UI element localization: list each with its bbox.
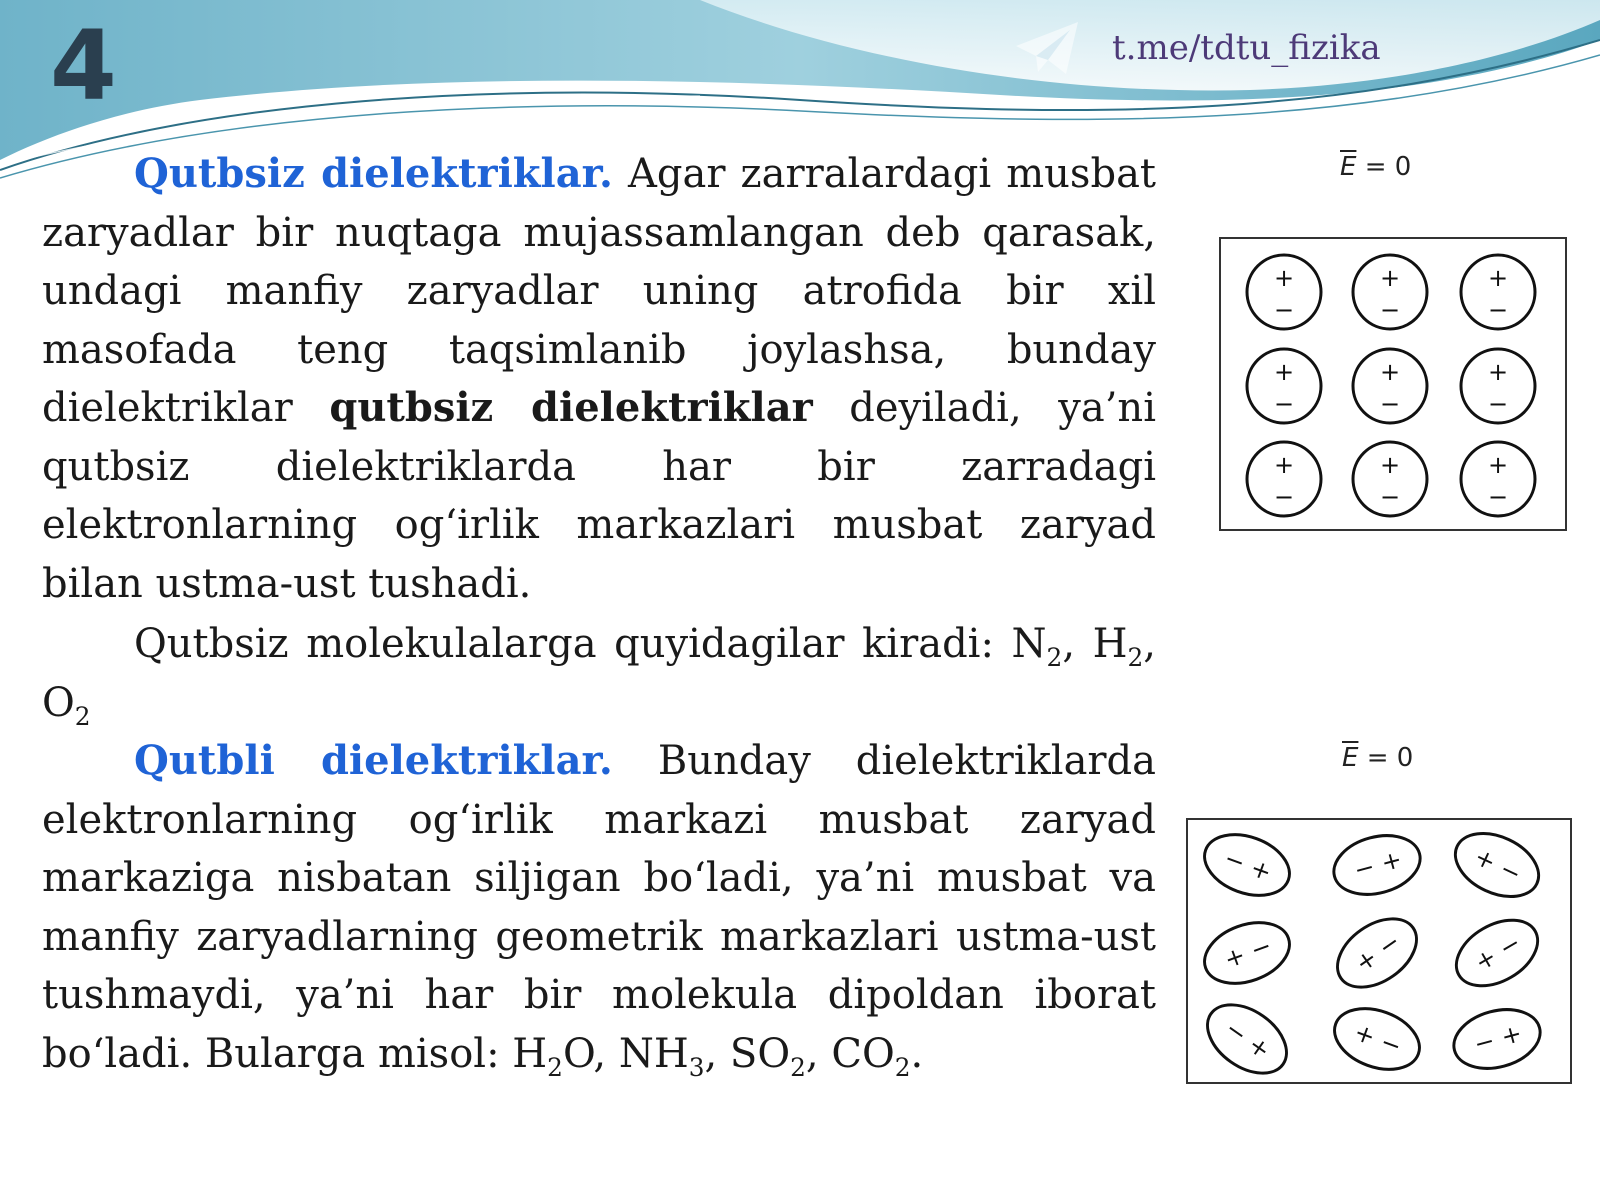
plus-charge: + bbox=[1243, 1030, 1276, 1065]
plus-charge: + bbox=[1379, 451, 1401, 479]
plus-charge: + bbox=[1273, 358, 1295, 386]
plus-charge: + bbox=[1470, 842, 1501, 877]
h2o-formula: $H_2O$, NH bbox=[512, 1030, 689, 1082]
n2-formula: $N_2$ bbox=[1011, 621, 1063, 672]
minus-charge: − bbox=[1376, 1027, 1406, 1061]
nonpolar-molecules-box bbox=[1218, 236, 1568, 532]
polar-text-1: Bunday dielektriklarda elektronlarning og‘irlik markazi musbat zaryad markaziga nisbatan siljigan bo‘ladi, ya’ni musbat va manfiy zaryadlarning geometrik markazlari ustma-ust tushmaydi, ya’ni har bir molekula dipoldan iborat bo‘ladi. Bularga misol: bbox=[42, 738, 1156, 1077]
minus-charge: − bbox=[1273, 390, 1295, 418]
plus-charge: + bbox=[1470, 942, 1502, 977]
plus-charge: + bbox=[1350, 1017, 1380, 1052]
o2-formula: , $O_2$ bbox=[42, 621, 1156, 731]
plus-charge: + bbox=[1273, 451, 1295, 479]
minus-charge: − bbox=[1495, 854, 1526, 889]
minus-charge: − bbox=[1351, 852, 1378, 885]
plus-charge: + bbox=[1379, 264, 1401, 292]
minus-charge: − bbox=[1220, 843, 1250, 878]
plus-charge: + bbox=[1273, 264, 1295, 292]
plus-charge: + bbox=[1378, 844, 1405, 878]
nonpolar-molecules-figure bbox=[1218, 150, 1568, 540]
minus-charge: − bbox=[1379, 483, 1401, 511]
minus-charge: − bbox=[1471, 1026, 1498, 1059]
minus-charge: − bbox=[1273, 483, 1295, 511]
nonpolar-paragraph bbox=[42, 145, 1156, 613]
nonpolar-bold-term: qutbsiz dielektriklar bbox=[329, 384, 813, 431]
h2-formula: , $H_2$ bbox=[1062, 621, 1144, 672]
plus-charge: + bbox=[1379, 358, 1401, 386]
minus-charge: − bbox=[1494, 928, 1526, 963]
plus-charge: + bbox=[1487, 264, 1509, 292]
plus-charge: + bbox=[1350, 943, 1383, 978]
nonpolar-term: Qutbsiz dielektriklar. bbox=[134, 150, 613, 197]
minus-charge: − bbox=[1246, 931, 1276, 965]
minus-charge: − bbox=[1379, 390, 1401, 418]
minus-charge: − bbox=[1379, 296, 1401, 324]
plus-charge: + bbox=[1220, 940, 1250, 975]
polar-molecules-figure bbox=[1185, 745, 1575, 1090]
minus-charge: − bbox=[1487, 390, 1509, 418]
nonpolar-text-1: Agar zarralardagi musbat zaryadlar bir nuqtaga mujassamlangan deb qarasak, undagi manfiy zaryadlar uning atrofida bir xil masofada teng taqsimlanib joylashsa, bunday dielektriklar bbox=[42, 151, 1156, 431]
channel-link[interactable]: t.me/tdtu_fizika bbox=[1112, 28, 1381, 68]
plus-charge: + bbox=[1498, 1018, 1525, 1052]
nh3-formula: 3 bbox=[688, 1052, 705, 1082]
co2-formula: , $CO_2$. bbox=[805, 1030, 924, 1082]
field-zero-label: $\overline{E} = 0$ bbox=[1342, 743, 1414, 773]
nonpolar-text-2: deyiladi, ya’ni qutbsiz dielektriklarda har bir zarradagi elektronlarning og‘irlik markazlari musbat zaryad bilan ustma-ust tushadi. bbox=[42, 385, 1156, 607]
minus-charge: − bbox=[1273, 296, 1295, 324]
nonpolar-list-intro: Qutbsiz molekulalarga quyidagilar kiradi: bbox=[134, 621, 1012, 667]
so2-formula: , $SO_2$ bbox=[704, 1030, 806, 1082]
plus-charge: + bbox=[1246, 853, 1276, 887]
minus-charge: − bbox=[1220, 1014, 1253, 1049]
minus-charge: − bbox=[1487, 483, 1509, 511]
minus-charge: − bbox=[1373, 927, 1406, 962]
polar-paragraph bbox=[42, 732, 1156, 1083]
polar-term: Qutbli dielektriklar. bbox=[134, 737, 613, 784]
slide-number: 4 bbox=[50, 10, 117, 122]
nonpolar-molecules-line bbox=[42, 615, 1156, 732]
plus-charge: + bbox=[1487, 358, 1509, 386]
field-zero-label: $\overline{E} = 0$ bbox=[1340, 152, 1412, 182]
minus-charge: − bbox=[1487, 296, 1509, 324]
polar-molecules-box bbox=[1185, 817, 1573, 1085]
telegram-icon bbox=[1012, 18, 1084, 78]
plus-charge: + bbox=[1487, 451, 1509, 479]
